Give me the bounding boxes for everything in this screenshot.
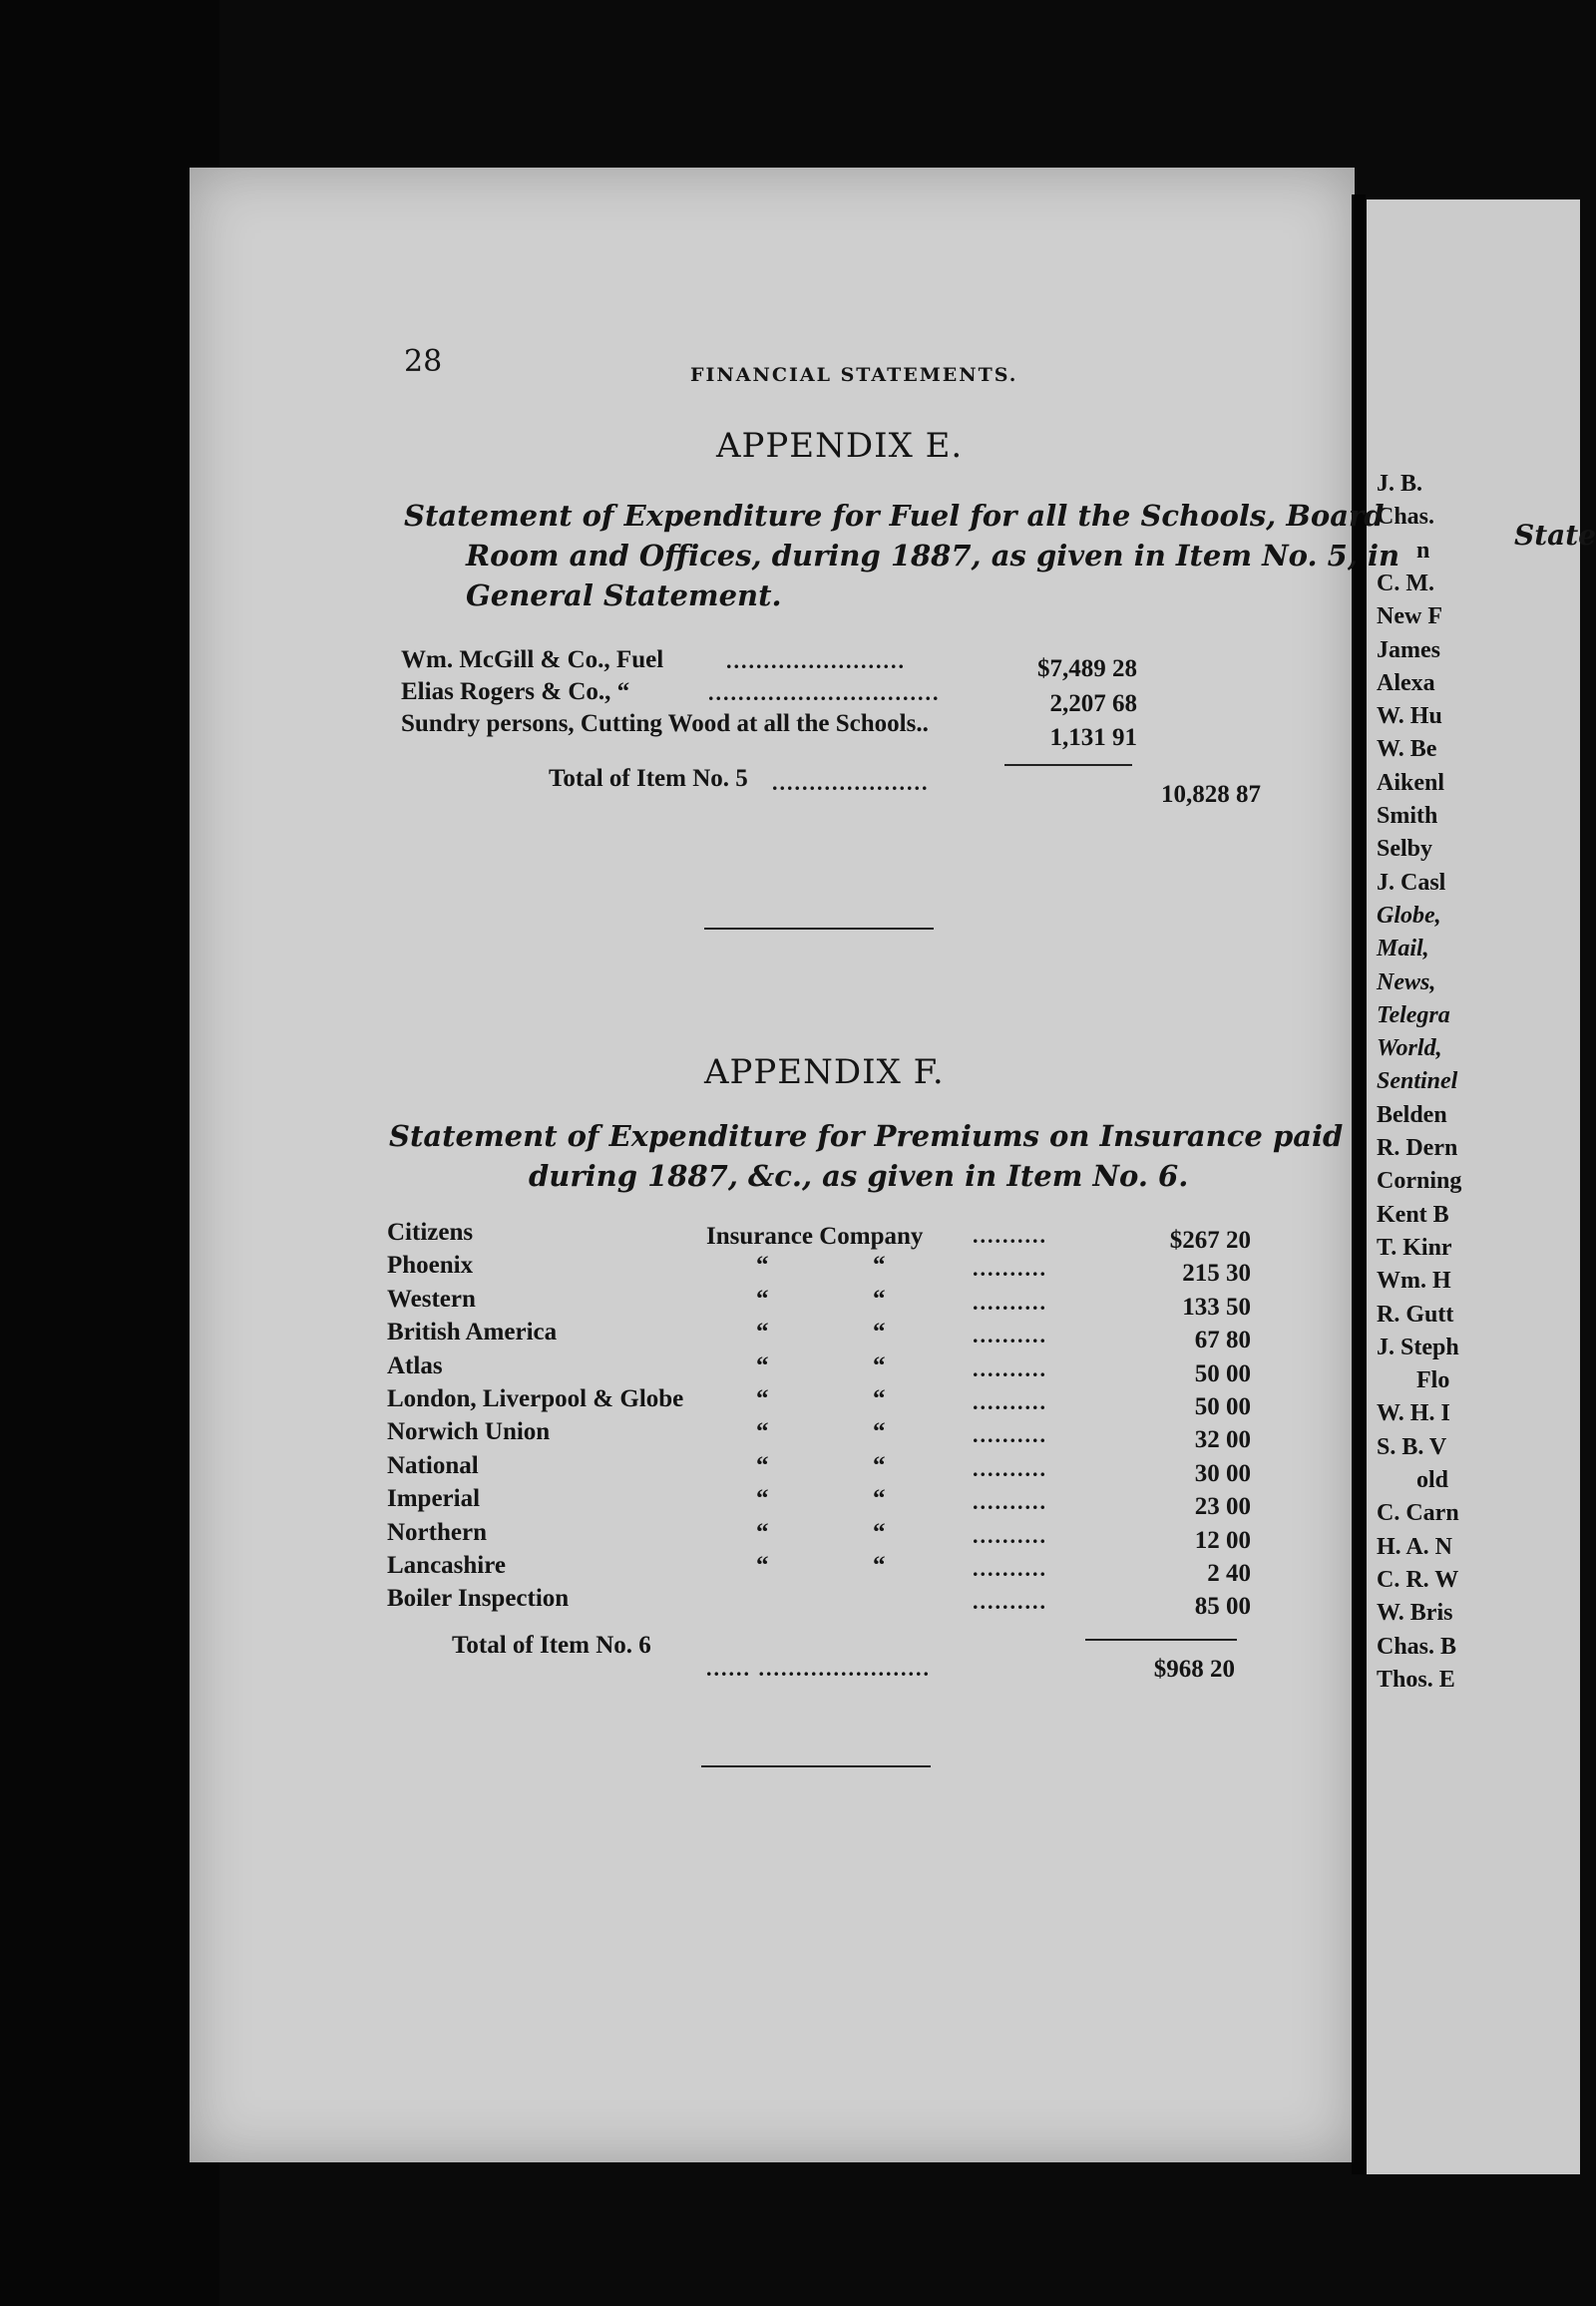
facing-list-item: World, [1377, 1035, 1442, 1061]
ditto-mark: “ [756, 1519, 769, 1546]
facing-list-item: J. Casl [1377, 870, 1446, 896]
insurance-row-dots: .......... [973, 1422, 1047, 1447]
facing-list-item: H. A. N [1377, 1534, 1453, 1560]
facing-list-item: Mail, [1377, 936, 1429, 961]
insurance-row-name: Lancashire [387, 1552, 506, 1579]
ditto-mark: “ [873, 1552, 886, 1579]
facing-list-item: Chas. [1377, 504, 1435, 530]
insurance-row-name: Citizens [387, 1219, 474, 1246]
ditto-mark: “ [756, 1319, 769, 1345]
facing-list-item: C. Carn [1377, 1500, 1459, 1526]
insurance-row-amount: 2 40 [1207, 1560, 1251, 1587]
appendix-f-caption-line1: Statement of Expenditure for Premiums on Insurance paid [389, 1119, 1344, 1153]
facing-list-item: Sentinel [1377, 1068, 1458, 1094]
insurance-row-name: Imperial [387, 1485, 481, 1512]
ditto-mark: “ [756, 1385, 769, 1412]
facing-list-item: R. Dern [1377, 1135, 1458, 1161]
insurance-row-amount: 23 00 [1194, 1493, 1251, 1520]
fuel-total-label: Total of Item No. 5 [549, 765, 748, 792]
insurance-row-amount: 50 00 [1194, 1393, 1251, 1420]
ditto-mark: “ [873, 1319, 886, 1345]
appendix-e-caption-line1: Statement of Expenditure for Fuel for all the Schools, Board [404, 499, 1385, 533]
facing-list-item: Alexa [1377, 670, 1435, 696]
fuel-row-dots: ............................... [708, 680, 941, 705]
fuel-row-name: Wm. McGill & Co., Fuel [401, 646, 664, 673]
facing-list-item: W. H. I [1377, 1400, 1450, 1426]
ditto-mark: “ [756, 1552, 769, 1579]
ditto-mark: “ [873, 1452, 886, 1479]
insurance-row-name: Atlas [387, 1352, 443, 1379]
appendix-f-caption-line2: during 1887, &c., as given in Item No. 6. [529, 1159, 1189, 1193]
ditto-mark: “ [873, 1286, 886, 1313]
facing-list-item: R. Gutt [1377, 1302, 1454, 1328]
insurance-row-dots: .......... [973, 1223, 1047, 1248]
ditto-mark: “ [756, 1352, 769, 1379]
facing-list-item: News, [1377, 969, 1436, 995]
fuel-row-name: Elias Rogers & Co., “ [401, 678, 630, 705]
facing-list-item: Corning [1377, 1168, 1462, 1194]
facing-list-item: Flo [1416, 1367, 1450, 1393]
facing-list-item: S. B. V [1377, 1434, 1447, 1460]
insurance-row-name: Northern [387, 1519, 487, 1546]
section-divider [704, 928, 934, 930]
facing-list-item: Thos. E [1377, 1667, 1455, 1693]
page-number: 28 [404, 344, 443, 379]
insurance-total-amount: $968 20 [1153, 1656, 1235, 1683]
facing-list-item: J. Steph [1377, 1335, 1459, 1360]
ditto-mark: “ [756, 1252, 769, 1279]
ditto-mark: “ [873, 1252, 886, 1279]
facing-list-item: Wm. H [1377, 1268, 1451, 1294]
facing-list-item: W. Hu [1377, 703, 1442, 729]
fuel-total-dots: ..................... [772, 770, 930, 795]
insurance-row-name: Western [387, 1286, 476, 1313]
facing-list-item: C. M. [1377, 571, 1434, 596]
insurance-row-dots: .......... [973, 1589, 1047, 1614]
appendix-f-title: APPENDIX F. [704, 1052, 945, 1092]
fuel-row-dots: ........................ [726, 648, 906, 673]
insurance-row-amount: 67 80 [1194, 1327, 1251, 1353]
ditto-mark: “ [756, 1485, 769, 1512]
facing-list-item: n [1416, 538, 1430, 564]
appendix-e-title: APPENDIX E. [716, 426, 964, 466]
ditto-mark: “ [756, 1418, 769, 1445]
fuel-row-amount: 2,207 68 [1049, 690, 1137, 717]
insurance-row-dots: .......... [973, 1456, 1047, 1481]
facing-list-item: Chas. B [1377, 1634, 1457, 1660]
facing-list-item: Belden [1377, 1102, 1447, 1128]
insurance-row-amount: 30 00 [1194, 1460, 1251, 1487]
insurance-row-name: Boiler Inspection [387, 1585, 570, 1612]
ditto-mark: “ [873, 1385, 886, 1412]
facing-list-item: C. R. W [1377, 1567, 1459, 1593]
insurance-row-name: London, Liverpool & Globe [387, 1385, 684, 1412]
facing-page [1367, 199, 1596, 2174]
insurance-row-amount: 215 30 [1182, 1260, 1251, 1287]
facing-list-item: Aikenl [1377, 770, 1445, 796]
insurance-company-label: Insurance Company [706, 1223, 924, 1250]
insurance-row-amount: 32 00 [1194, 1426, 1251, 1453]
insurance-row-name: British America [387, 1319, 558, 1345]
facing-list-item: Smith [1377, 803, 1438, 829]
insurance-row-dots: .......... [973, 1489, 1047, 1514]
fuel-row-amount: $7,489 28 [1037, 655, 1137, 682]
insurance-row-amount: 133 50 [1182, 1294, 1251, 1321]
running-head: FINANCIAL STATEMENTS. [690, 364, 1018, 386]
insurance-row-amount: 12 00 [1194, 1527, 1251, 1554]
book-gutter [1352, 194, 1366, 2174]
subtotal-rule [1085, 1639, 1237, 1641]
fuel-total-amount: 10,828 87 [1161, 781, 1261, 808]
fuel-row-amount: 1,131 91 [1049, 724, 1137, 751]
insurance-row-dots: .......... [973, 1290, 1047, 1315]
appendix-e-caption-line2: Room and Offices, during 1887, as given in Item No. 5, in [466, 539, 1400, 573]
facing-list-item: W. Be [1377, 736, 1437, 762]
insurance-row-amount: 50 00 [1194, 1360, 1251, 1387]
fuel-row-name: Sundry persons, Cutting Wood at all the Schools.. [401, 710, 929, 737]
facing-list-item: T. Kinr [1377, 1235, 1452, 1261]
facing-list-item: J. B. [1377, 471, 1423, 497]
ditto-mark: “ [873, 1519, 886, 1546]
insurance-row-name: Phoenix [387, 1252, 474, 1279]
section-divider [701, 1765, 931, 1767]
ditto-mark: “ [756, 1452, 769, 1479]
facing-list-item: W. Bris [1377, 1600, 1453, 1626]
scan-border-left [0, 0, 219, 2306]
facing-list-item: Kent B [1377, 1202, 1449, 1228]
facing-list-item: Selby [1377, 836, 1433, 862]
insurance-total-dots: ...... ....................... [706, 1656, 931, 1681]
insurance-total-label: Total of Item No. 6 [452, 1632, 651, 1659]
subtotal-rule [1004, 764, 1132, 766]
facing-list-item: James [1377, 637, 1440, 663]
appendix-e-caption-line3: General Statement. [466, 578, 782, 612]
insurance-row-amount: 85 00 [1194, 1593, 1251, 1620]
insurance-row-dots: .......... [973, 1389, 1047, 1414]
insurance-row-name: Norwich Union [387, 1418, 551, 1445]
facing-list-item: Telegra [1377, 1002, 1450, 1028]
ditto-mark: “ [873, 1485, 886, 1512]
facing-list-item: Globe, [1377, 903, 1441, 929]
insurance-row-amount: $267 20 [1169, 1227, 1251, 1254]
insurance-row-dots: .......... [973, 1523, 1047, 1548]
facing-list-item: old [1416, 1467, 1449, 1493]
facing-page-heading: State [1514, 519, 1596, 552]
ditto-mark: “ [873, 1352, 886, 1379]
insurance-row-dots: .......... [973, 1356, 1047, 1381]
facing-list-item: New F [1377, 603, 1442, 629]
insurance-row-dots: .......... [973, 1323, 1047, 1347]
ditto-mark: “ [873, 1418, 886, 1445]
insurance-row-name: National [387, 1452, 479, 1479]
insurance-row-dots: .......... [973, 1256, 1047, 1281]
ditto-mark: “ [756, 1286, 769, 1313]
insurance-row-dots: .......... [973, 1556, 1047, 1581]
